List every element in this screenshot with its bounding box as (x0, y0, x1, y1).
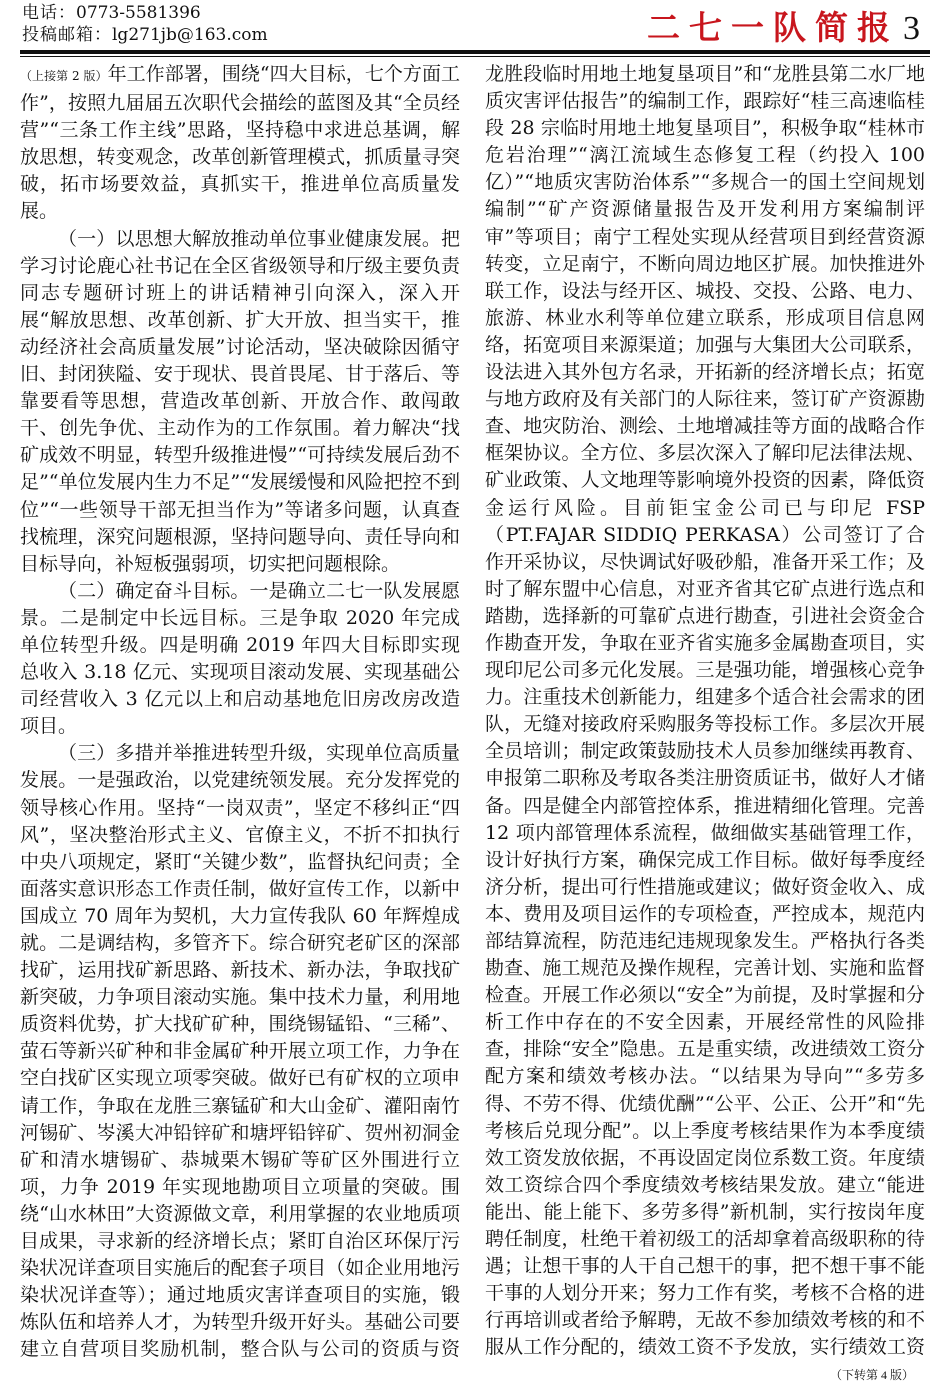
email-line (22, 25, 268, 45)
email-label: 投稿邮箱： (22, 25, 112, 45)
continued-to-note: （下转第 4 版） (829, 1368, 914, 1382)
page-header (0, 0, 950, 58)
section-3-paragraph: （三）多措并举推进转型升级，实现单位高质量发展。一是强政治，以党建统领发展。充分发挥党的领导核心作用。坚持“一岗双责”，坚定不移纠正“四风”，坚决整治形式主义、官僚主义，不折不扣执行中央八项规定，紧盯“关键少数”，监督执纪问责；全面落实意识形态工作责任制，做好宣传工作，以新中国成立 70 周年为契机，大力宣传我队 60 年辉煌成就。二是调结构，多管齐下。综合研究老矿区的深部找矿，运用找矿新思路、新技术、新办法，争取找矿新突破，力争项目滚动实施。集中技术力量，利用地质资料优势，扩大找矿矿种，围绕锡锰铅、“三稀”、萤石等新兴矿种和非金属矿种开展立项工作，力争在空白找矿区实现立项零突破。做好已有矿权的立项申请工作，争取在龙胜三寨锰矿和大山金矿、灌阳南竹河锡矿、岑溪大冲铅锌矿和塘坪铅锌矿、贺州初洞金矿和清水塘锡矿、恭城栗木锡矿等矿区外围进行立项，力争 2019 年实现地勘项目立项量的突破。围绕“山水林田”大资源做文章，利用掌握的农业地质项目成果，寻求新的经济增长点；紧盯自治区环保厅污染状况详查项目实施后的配套子项目（如企业用地污染状况详查等）；通过地质灾害详查项目的实施，锻炼队伍和培养人才，为转型升级开好头。基础公司要建立自营项目奖励机制，整合队与公司的资质与资 (20, 742, 460, 1361)
newsletter-title: 二七一队简报 (647, 8, 899, 47)
right-column-paragraph: 龙胜段临时用地土地复垦项目”和“龙胜县第二水厂地质灾害评估报告”的编制工作，跟踪好“桂三高速临桂段 28 宗临时用地土地复垦项目”，积极争取“桂林市危岩治理”“漓江流域生态修复工程（约投入 100 亿）”“地质灾害防治体系”“多规合一的国土空间规划编制”“矿产资源储量报告及开发利用方案编制评审”等项目；南宁工程处实现从经营项目到经营资源转变，立足南宁，不断向周边地区扩展。加快推进外联工作，设法与经开区、城投、交投、公路、电力、旅游、林业水利等单位建立联系，形成项目信息网络，拓宽项目来源渠道；加强与大集团大公司联系，设法进入其外包方名录，开拓新的经济增长点；拓宽与地方政府及有关部门的人际往来，签订矿产资源勘查、地灾防治、测绘、土地增减挂等方面的战略合作框架协议。全方位、多层次深入了解印尼法律法规、矿业政策、人文地理等影响境外投资的因素，降低资金运行风险。目前钜宝金公司已与印尼 FSP（PT.FAJAR SIDDIQ PERKASA）公司签订了合作开采协议，尽快调试好吸砂船，准备开采工作；及时了解东盟中心信息，对亚齐省其它矿点进行选点和踏勘，选择新的可靠矿点进行勘查，引进社会资金合作勘查开发，争取在亚齐省实施多金属勘查项目，实现印尼公司多元化发展。三是强功能，增强核心竞争力。注重技术创新能力，组建多个适合社会需求的团队，无缝对接政府采购服务等投标工作。多层次开展全员培训；制定政策鼓励技术人员参加继续再教育、申报第二职称及考取各类注册资质证书，做好人才储备。四是健全内部管控体系，推进精细化管理。完善 12 项内部管理体系流程，做细做实基础管理工作，设计好执行方案，确保完成工作目标。做好每季度经济分析，提出可行性措施或建议；做好资金收入、成本、费用及项目运作的专项检查，严控成本，规范内部结算流程，防范违纪违规现象发生。严格执行各类勘查、施工规范及操作规程，完善计划、实施和监督检查。开展工作必须以“安全”为前提，及时掌握和分析工作中存在的不安全因素，开展经常性的风险排查，排除“安全”隐患。五是重实绩，改进绩效工资分配方案和绩效考核办法。“以结果为导向”“多劳多得、不劳不得、优绩优酬”“公平、公正、公开”和“先考核后兑现分配”。以上季度考核结果作为本季度绩效工资发放依据，不再设固定岗位系数工资。年度绩效工资综合四个季度绩效考核结果发放。建立“能进能出、能上能下、多劳多得”新机制，实行按岗年度聘任制度，杜绝干着初级工的活却拿着高级职称的待遇；让想干事的人干自己想干的事，把不想干事不能干事的人划分开来；努力工作有奖，考核不合格的进行再培训或者给予解聘，无故不参加绩效考核的和不服从工作分配的，绩效工资不予发放，实行绩效工资 (485, 63, 925, 1359)
article-column-right (485, 61, 925, 1363)
intro-text: 年工作部署，围绕“四大目标，七个方面工作”，按照九届届五次职代会描绘的蓝图及其“全员经营”“三条工作主线”思路，坚持稳中求进总基调，解放思想，转变观念，改革创新管理模式，抓质量寻突破，拓市场要效益，真抓实干，推进单位高质量发展。 (20, 63, 460, 223)
continued-from-note: （上接第 2 版） (20, 69, 108, 83)
article-column-left (20, 61, 460, 1363)
header-rule-thick (20, 50, 930, 54)
masthead (647, 2, 920, 49)
header-rule-thin (20, 56, 930, 57)
section-1-paragraph: （一）以思想大解放推动单位事业健康发展。把学习讨论鹿心社书记在全区省级领导和厅级主要负责同志专题研讨班上的讲话精神引向深入，深入开展“解放思想、改革创新、扩大开放、担当实干，推动经济社会高质量发展”讨论活动，坚决破除因循守旧、封闭狭隘、安于现状、畏首畏尾、甘于落后、等靠要看等思想，营造改革创新、开放合作、敢闯敢干、创先争优、主动作为的工作氛围。着力解决“找矿成效不明显，转型升级推进慢”“可持续发展后劲不足”“单位发展内生力不足”“发展缓慢和风险把控不到位”“一些领导干部无担当作为”等诸多问题，认真查找梳理，深究问题根源，坚持问题导向、责任导向和目标导向，补短板强弱项，切实把问题根除。 (20, 227, 460, 575)
phone-number: 0773-5581396 (76, 3, 201, 23)
phone-line (22, 3, 201, 23)
intro-paragraph (20, 61, 460, 226)
section-2-paragraph: （二）确定奋斗目标。一是确立二七一队发展愿景。二是制定中长远目标。三是争取 2020 年完成单位转型升级。四是明确 2019 年四大目标即实现总收入 3.18 亿元、实现项目滚动发展、实现基础公司经营收入 3 亿元以上和启动基地危旧房改房改造项目。 (20, 579, 460, 738)
phone-label: 电话： (22, 3, 76, 23)
page-number: 3 (903, 10, 920, 47)
email-address[interactable]: lg271jb@163.com (112, 25, 268, 45)
